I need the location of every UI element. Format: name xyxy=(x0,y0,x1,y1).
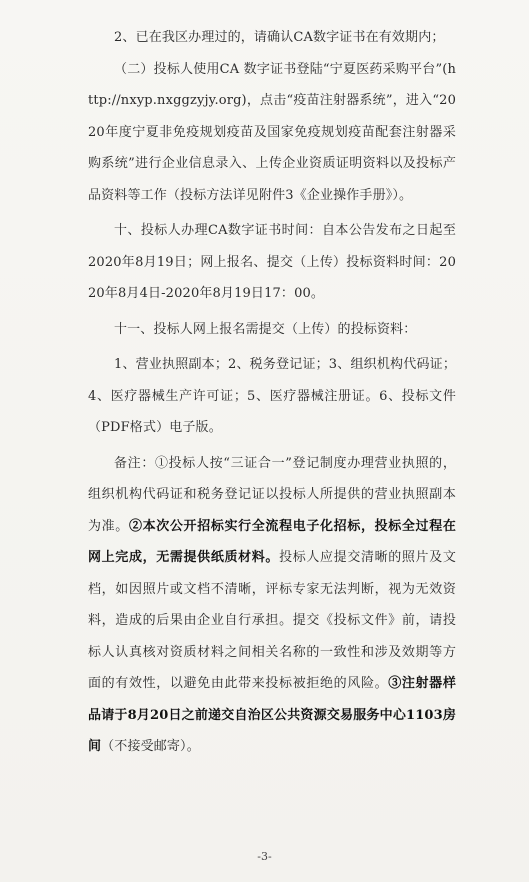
remark-two-detail: 投标人应提交清晰的照片及文档，如因照片或文档不清晰，评标专家无法判断，视为无效资料，造成的后果由企业自行承担。提交《投标文件》前，请投标人认真核对资质材料之间相关名称的一致性和涉及效期等方面的有效性，以避免由此带来投标被拒绝的风险。 xyxy=(88,550,456,691)
paragraph-remarks xyxy=(88,448,456,763)
remark-three-bold: ③注射器样品请于8月20日之前递交自治区公共资源交易服务中心1103房间 xyxy=(88,676,456,754)
remark-one: 备注：①投标人按“三证合一”登记制度办理营业执照的，组织机构代码证和税务登记证以投标人所提供的营业执照副本为准。 xyxy=(88,455,456,534)
paragraph-section-ten: 十、投标人办理CA数字证书时间：自本公告发布之日起至2020年8月19日；网上报名、提交（上传）投标资料时间：2020年8月4日-2020年8月19日17：00。 xyxy=(88,223,456,301)
remark-three-tail: （不接受邮寄）。 xyxy=(101,739,200,754)
paragraph-section-eleven: 十一、投标人网上报名需提交（上传）的投标资料： xyxy=(114,321,417,337)
remark-two-bold: ②本次公开招标实行全流程电子化招标，投标全过程在网上完成，无需提供纸质材料。 xyxy=(88,518,456,565)
page-number: -3- xyxy=(257,850,272,863)
paragraph-required-materials: 1、营业执照副本；2、税务登记证；3、组织机构代码证；4、医疗器械生产许可证；5、医疗器械注册证。6、投标文件（PDF格式）电子版。 xyxy=(88,357,456,435)
document-body xyxy=(88,22,456,763)
paragraph-platform-login: （二）投标人使用CA 数字证书登陆“宁夏医药采购平台”(http://nxyp.nxggzyjy.org)，点击“疫苗注射器系统”，进入“2020年度宁夏非免疫规划疫苗及国家免疫规划疫苗配套注射器采购系统”进行企业信息录入、上传企业资质证明资料以及投标产品资料等工作（投标方法详见附件3《企业操作手册》）。 xyxy=(88,61,456,203)
paragraph-ca-validity: 2、已在我区办理过的，请确认CA数字证书在有效期内； xyxy=(114,30,445,45)
